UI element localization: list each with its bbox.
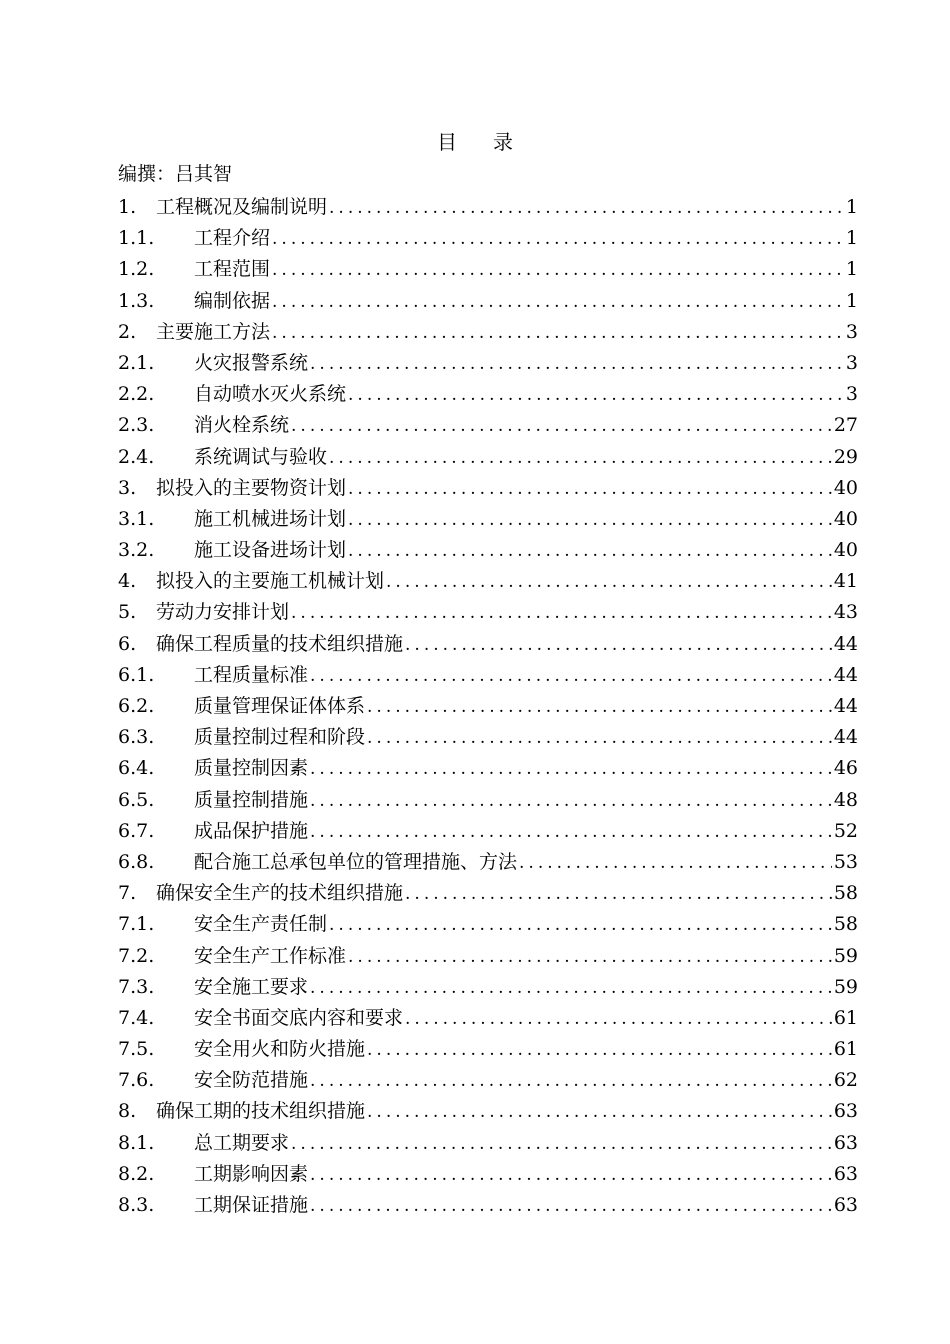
toc-entry-page-number: 63 <box>833 1100 858 1123</box>
toc-entry-number: 6.8. <box>118 850 155 873</box>
toc-entry-title: 工程介绍 <box>194 227 271 250</box>
toc-entry[interactable] <box>118 1004 858 1035</box>
toc-entry-title: 确保工程质量的技术组织措施 <box>156 632 404 655</box>
toc-entry[interactable] <box>118 692 858 723</box>
toc-dot-leader <box>367 1098 832 1126</box>
toc-entry[interactable] <box>118 1160 858 1191</box>
toc-entry-number: 8.3. <box>118 1194 155 1216</box>
toc-entry-page-number: 63 <box>833 1194 858 1216</box>
toc-entry-page-number: 44 <box>833 632 858 655</box>
toc-entry-page-number: 52 <box>833 819 858 842</box>
toc-entry-page-number: 59 <box>833 944 858 967</box>
toc-entry[interactable] <box>118 567 858 598</box>
toc-entry[interactable] <box>118 349 858 380</box>
toc-entry-title: 成品保护措施 <box>194 819 309 842</box>
toc-entry[interactable] <box>118 879 858 910</box>
toc-entry-number: 2.3. <box>118 414 155 437</box>
toc-entry-number: 8. <box>118 1100 137 1123</box>
toc-entry-title: 确保工期的技术组织措施 <box>156 1100 366 1123</box>
toc-dot-leader <box>348 537 832 565</box>
toc-entry-page-number: 44 <box>833 663 858 686</box>
toc-entry-page-number: 44 <box>833 695 858 717</box>
toc-entry-title: 火灾报警系统 <box>194 351 309 374</box>
toc-entry-number: 6.5. <box>118 788 155 811</box>
toc-entry-title: 消火栓系统 <box>194 414 290 437</box>
toc-dot-leader <box>405 631 832 659</box>
toc-dot-leader <box>348 475 832 503</box>
toc-entry-number: 7. <box>118 882 137 905</box>
toc-dot-leader <box>405 880 832 908</box>
toc-entry[interactable] <box>118 193 858 224</box>
toc-entry-number: 7.6. <box>118 1069 155 1092</box>
toc-entry[interactable] <box>118 723 858 754</box>
toc-title <box>0 128 950 156</box>
toc-entry-page-number: 41 <box>833 570 858 593</box>
toc-entry-number: 2. <box>118 320 137 343</box>
toc-entry-title: 工程范围 <box>194 258 271 281</box>
toc-entry[interactable] <box>118 598 858 629</box>
toc-entry-page-number: 61 <box>833 1006 858 1029</box>
toc-dot-leader <box>291 1130 832 1158</box>
toc-dot-leader <box>329 911 832 939</box>
toc-entry-number: 7.5. <box>118 1038 155 1061</box>
toc-entry[interactable] <box>118 630 858 661</box>
toc-entry[interactable] <box>118 411 858 442</box>
toc-entry-title: 安全生产责任制 <box>194 913 328 936</box>
toc-entry[interactable] <box>118 1129 858 1160</box>
toc-entry[interactable] <box>118 1097 858 1128</box>
toc-entry[interactable] <box>118 910 858 941</box>
toc-entry-title: 工期影响因素 <box>194 1162 309 1185</box>
toc-entry-number: 3.1. <box>118 507 155 530</box>
toc-dot-leader <box>310 755 832 783</box>
toc-entry-page-number: 58 <box>833 882 858 905</box>
toc-entry-title: 编制依据 <box>194 289 271 312</box>
toc-entry-title: 拟投入的主要物资计划 <box>156 476 347 499</box>
toc-entry-number: 6.1. <box>118 663 155 686</box>
toc-entry-number: 1.1. <box>118 227 155 250</box>
toc-dot-leader <box>329 444 832 472</box>
toc-entry-title: 工程概况及编制说明 <box>156 196 328 218</box>
toc-entry-page-number: 27 <box>833 414 858 437</box>
toc-entry[interactable] <box>118 505 858 536</box>
toc-entry-number: 6.7. <box>118 819 155 842</box>
toc-dot-leader <box>310 1067 832 1095</box>
toc-entry-page-number: 63 <box>833 1162 858 1185</box>
toc-entry[interactable] <box>118 380 858 411</box>
toc-entry-page-number: 44 <box>833 726 858 749</box>
toc-entry-title: 质量控制措施 <box>194 788 309 811</box>
toc-entry[interactable] <box>118 973 858 1004</box>
toc-entry-number: 5. <box>118 601 137 624</box>
toc-entry-title: 劳动力安排计划 <box>156 601 290 624</box>
toc-entry[interactable] <box>118 754 858 785</box>
toc-dot-leader <box>272 225 844 253</box>
toc-entry-title: 工期保证措施 <box>194 1194 309 1216</box>
toc-dot-leader <box>405 1005 832 1033</box>
toc-dot-leader <box>310 662 832 690</box>
toc-entry-page-number: 48 <box>833 788 858 811</box>
toc-entry-number: 8.2. <box>118 1162 155 1185</box>
toc-entry[interactable] <box>118 287 858 318</box>
author-line: 编撰：吕其智 <box>118 163 233 185</box>
toc-entry-number: 8.1. <box>118 1131 155 1154</box>
toc-entry-page-number: 40 <box>833 507 858 530</box>
toc-entry-title: 确保安全生产的技术组织措施 <box>156 882 404 905</box>
toc-dot-leader <box>272 256 844 284</box>
toc-entry-number: 2.1. <box>118 351 155 374</box>
toc-list <box>118 193 858 1222</box>
toc-entry-page-number: 61 <box>833 1038 858 1061</box>
toc-entry-page-number: 1 <box>845 289 858 312</box>
toc-entry-number: 1. <box>118 196 137 218</box>
toc-entry-number: 1.3. <box>118 289 155 312</box>
toc-entry-page-number: 62 <box>833 1069 858 1092</box>
toc-entry[interactable] <box>118 848 858 879</box>
toc-entry-page-number: 1 <box>845 258 858 281</box>
toc-entry[interactable] <box>118 255 858 286</box>
toc-entry-number: 4. <box>118 570 137 593</box>
toc-entry-page-number: 3 <box>845 383 858 406</box>
toc-entry-title: 配合施工总承包单位的管理措施、方法 <box>194 850 518 873</box>
toc-entry-title: 安全用火和防火措施 <box>194 1038 366 1061</box>
toc-dot-leader <box>367 724 832 752</box>
toc-entry[interactable] <box>118 661 858 692</box>
toc-entry-number: 6.4. <box>118 757 155 780</box>
toc-entry-number: 3.2. <box>118 539 155 562</box>
toc-dot-leader <box>291 599 832 627</box>
toc-entry-number: 6. <box>118 632 137 655</box>
toc-dot-leader <box>386 568 832 596</box>
toc-entry-page-number: 1 <box>845 196 858 218</box>
toc-entry-number: 2.2. <box>118 383 155 406</box>
toc-entry-title: 质量控制过程和阶段 <box>194 726 366 749</box>
toc-entry-page-number: 3 <box>845 351 858 374</box>
toc-dot-leader <box>519 849 832 877</box>
toc-entry-title: 总工期要求 <box>194 1131 290 1154</box>
toc-entry-title: 安全防范措施 <box>194 1069 309 1092</box>
toc-entry-page-number: 43 <box>833 601 858 624</box>
toc-entry-title: 自动喷水灭火系统 <box>194 383 347 406</box>
toc-entry-title: 系统调试与验收 <box>194 445 328 468</box>
toc-entry[interactable] <box>118 224 858 255</box>
toc-entry-page-number: 63 <box>833 1131 858 1154</box>
toc-entry-page-number: 53 <box>833 850 858 873</box>
toc-entry-page-number: 40 <box>833 539 858 562</box>
toc-entry-page-number: 29 <box>833 445 858 468</box>
toc-entry-title: 安全生产工作标准 <box>194 944 347 967</box>
toc-dot-leader <box>291 412 832 440</box>
toc-entry-page-number: 40 <box>833 476 858 499</box>
toc-dot-leader <box>348 943 832 971</box>
toc-entry[interactable] <box>118 318 858 349</box>
toc-entry-page-number: 59 <box>833 975 858 998</box>
toc-dot-leader <box>310 1192 832 1220</box>
toc-entry[interactable] <box>118 1191 858 1222</box>
toc-entry-number: 7.4. <box>118 1006 155 1029</box>
toc-entry-title: 安全书面交底内容和要求 <box>194 1006 404 1029</box>
toc-entry-number: 6.2. <box>118 695 155 717</box>
toc-entry[interactable] <box>118 786 858 817</box>
toc-entry-number: 7.3. <box>118 975 155 998</box>
toc-dot-leader <box>310 350 844 378</box>
toc-dot-leader <box>367 693 832 721</box>
toc-entry-number: 7.2. <box>118 944 155 967</box>
toc-entry[interactable] <box>118 443 858 474</box>
toc-entry-title: 质量管理保证体体系 <box>194 695 366 717</box>
toc-entry[interactable] <box>118 536 858 567</box>
toc-dot-leader <box>329 194 844 222</box>
toc-dot-leader <box>310 974 832 1002</box>
toc-entry-title: 拟投入的主要施工机械计划 <box>156 570 385 593</box>
toc-entry-number: 7.1. <box>118 913 155 936</box>
toc-entry[interactable] <box>118 942 858 973</box>
toc-entry-number: 1.2. <box>118 258 155 281</box>
toc-entry-page-number: 46 <box>833 757 858 780</box>
toc-entry[interactable] <box>118 817 858 848</box>
toc-dot-leader <box>310 1161 832 1189</box>
toc-entry-title: 施工机械进场计划 <box>194 507 347 530</box>
toc-title-char-2: 录 <box>493 130 513 154</box>
toc-entry-page-number: 3 <box>845 320 858 343</box>
toc-dot-leader <box>348 506 832 534</box>
toc-entry-title: 质量控制因素 <box>194 757 309 780</box>
toc-entry-page-number: 1 <box>845 227 858 250</box>
toc-entry-number: 6.3. <box>118 726 155 749</box>
toc-dot-leader <box>272 319 844 347</box>
toc-entry-number: 3. <box>118 476 137 499</box>
toc-entry-title: 施工设备进场计划 <box>194 539 347 562</box>
toc-dot-leader <box>348 381 844 409</box>
toc-title-char-1: 目 <box>437 130 457 154</box>
toc-entry-number: 2.4. <box>118 445 155 468</box>
toc-dot-leader <box>367 1036 832 1064</box>
toc-entry-title: 安全施工要求 <box>194 975 309 998</box>
toc-entry-title: 工程质量标准 <box>194 663 309 686</box>
toc-entry[interactable] <box>118 474 858 505</box>
toc-dot-leader <box>310 818 832 846</box>
toc-entry[interactable] <box>118 1035 858 1066</box>
toc-dot-leader <box>272 288 844 316</box>
toc-dot-leader <box>310 787 832 815</box>
toc-entry-title: 主要施工方法 <box>156 320 271 343</box>
toc-entry[interactable] <box>118 1066 858 1097</box>
toc-entry-page-number: 58 <box>833 913 858 936</box>
